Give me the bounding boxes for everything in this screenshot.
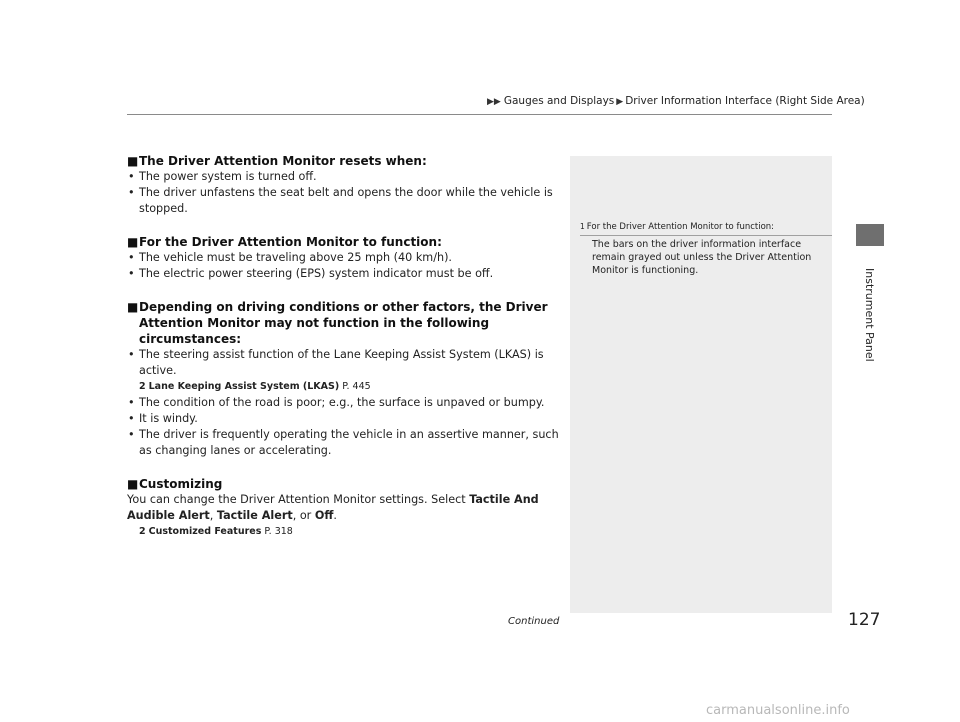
reference-title[interactable]: Lane Keeping Assist System (LKAS) (148, 381, 340, 392)
bullet-item: • The power system is turned off. (127, 169, 559, 185)
header-divider (127, 114, 832, 115)
para-text: You can change the Driver Attention Monitor settings. Select (127, 493, 470, 506)
note-title (580, 222, 832, 236)
section-heading (127, 476, 559, 492)
watermark: carmanualsonline.info (706, 703, 850, 718)
para-separator: , (209, 509, 217, 522)
chapter-tab-label: Instrument Panel (863, 268, 876, 362)
section-heading (127, 299, 559, 347)
section-circumstances (127, 299, 559, 459)
note-body: The bars on the driver information interface remain grayed out unless the Driver Attention Monitor is functioning. (592, 239, 812, 276)
breadcrumb-arrow-icon: ▶▶ (487, 97, 501, 107)
square-bullet-icon: ■ (127, 477, 139, 491)
square-bullet-icon: ■ (127, 154, 139, 168)
reference-arrow-icon: 2 (139, 381, 146, 392)
bullet-item: • The driver is frequently operating the vehicle in an assertive manner, such as changing lanes or accelerating. (127, 427, 559, 459)
heading-text: The Driver Attention Monitor resets when: (139, 154, 427, 168)
page-number: 127 (848, 610, 881, 630)
reference-title[interactable]: Customized Features (148, 526, 262, 537)
heading-text: Customizing (139, 477, 223, 491)
bullet-item: • The condition of the road is poor; e.g., the surface is unpaved or bumpy. (127, 395, 559, 411)
cross-reference-customized[interactable] (127, 524, 559, 539)
breadcrumb-separator-icon: ▶ (616, 97, 624, 107)
heading-text: For the Driver Attention Monitor to function: (139, 235, 442, 249)
customizing-paragraph (127, 492, 559, 524)
para-separator: , or (292, 509, 315, 522)
breadcrumb-item[interactable]: Driver Information Interface (Right Side Area) (625, 95, 865, 107)
breadcrumb-item[interactable]: Gauges and Displays (503, 95, 615, 107)
note-number: 1 (580, 222, 585, 231)
heading-text: Depending on driving conditions or other factors, the Driver Attention Monitor may not function in the following circumstances: (139, 300, 548, 346)
bullet-item: • The vehicle must be traveling above 25 mph (40 km/h). (127, 250, 559, 266)
breadcrumb (487, 95, 865, 107)
bullet-item: • The driver unfastens the seat belt and opens the door while the vehicle is stopped. (127, 185, 559, 217)
cross-reference-lkas[interactable] (127, 379, 559, 394)
option-tactile-audible: Tactile And Audible Alert (127, 493, 539, 522)
section-heading (127, 234, 559, 250)
square-bullet-icon: ■ (127, 235, 139, 249)
reference-page[interactable]: P. 318 (264, 526, 293, 537)
reference-page[interactable]: P. 445 (342, 381, 371, 392)
section-customizing (127, 476, 559, 539)
option-off: Off (314, 509, 334, 522)
continued-label: Continued (508, 616, 560, 627)
bullet-item: • The steering assist function of the Lane Keeping Assist System (LKAS) is active. (127, 347, 559, 379)
option-tactile: Tactile Alert (216, 509, 293, 522)
bullet-item: • It is windy. (127, 411, 559, 427)
note-title-text: For the Driver Attention Monitor to function: (586, 222, 775, 232)
para-end: . (333, 509, 337, 522)
chapter-tab-marker (856, 224, 884, 246)
section-resets (127, 153, 559, 217)
main-content (127, 153, 559, 556)
bullet-item: • The electric power steering (EPS) system indicator must be off. (127, 266, 559, 282)
square-bullet-icon: ■ (127, 300, 139, 314)
section-heading (127, 153, 559, 169)
section-function (127, 234, 559, 282)
reference-arrow-icon: 2 (139, 526, 146, 537)
